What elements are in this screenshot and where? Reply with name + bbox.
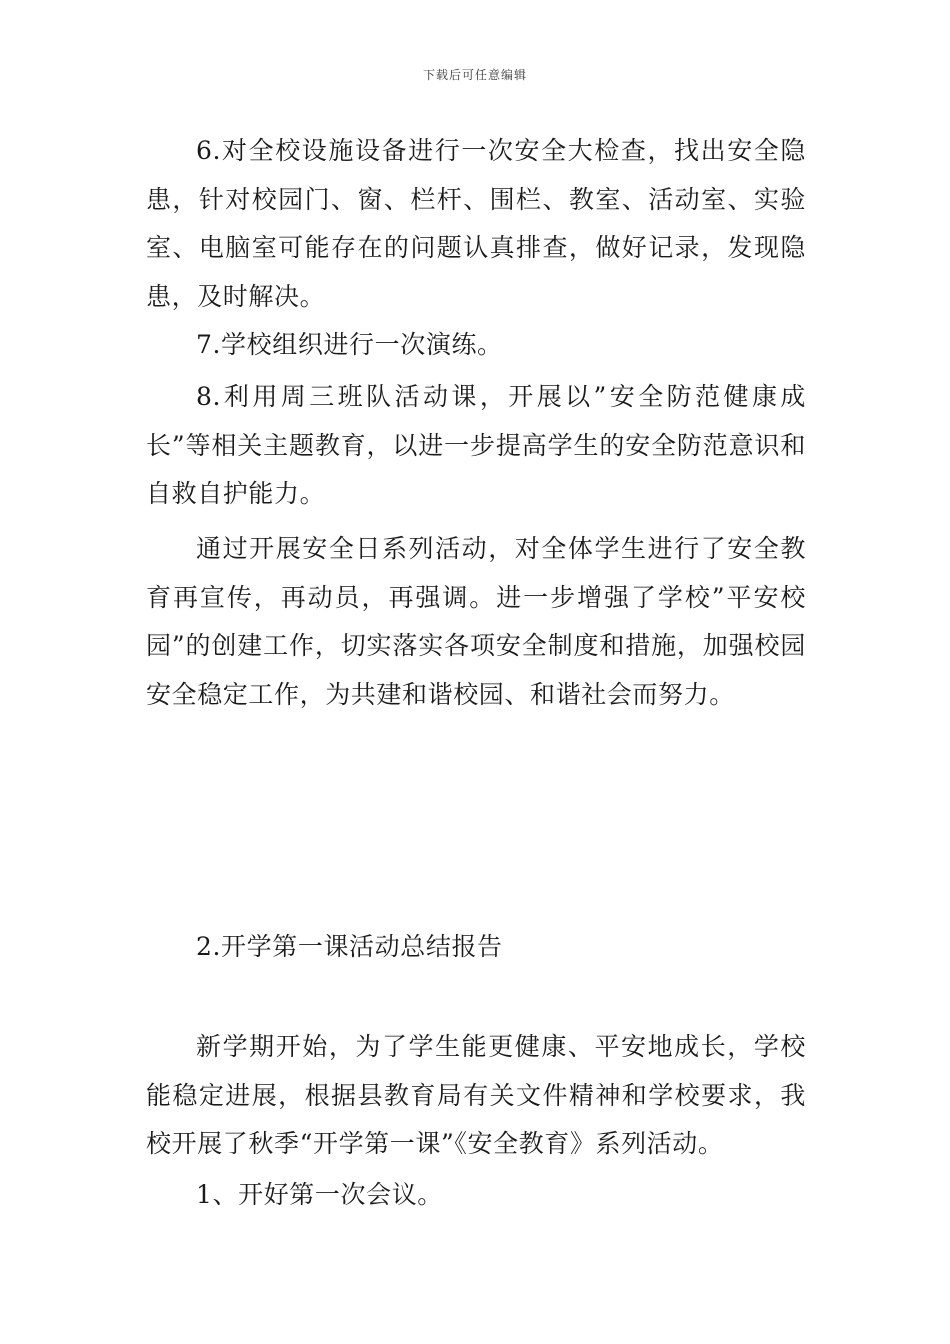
header-note: 下载后可任意编辑 bbox=[422, 68, 527, 82]
paragraph-item-6: 6.对全校设施设备进行一次安全大检查，找出安全隐患，针对校园门、窗、栏杆、围栏、教室、活动室、实验室、电脑室可能存在的问题认真排查，做好记录，发现隐患，及时解决。 bbox=[146, 136, 806, 311]
paragraph-item-8: 8.利用周三班队活动课，开展以”安全防范健康成长”等相关主题教育，以进一步提高学生的安全防范意识和自救自护能力。 bbox=[146, 382, 806, 508]
paragraph-first-meeting: 1、开好第一次会议。 bbox=[196, 1180, 443, 1209]
paragraph-item-7: 7.学校组织进行一次演练。 bbox=[196, 330, 503, 359]
paragraph-intro: 新学期开始，为了学生能更健康、平安地成长，学校能稳定进展，根据县教育局有关文件精神和学校要求，我校开展了秋季“开学第一课”《安全教育》系列活动。 bbox=[146, 1032, 806, 1158]
section-title: 2.开学第一课活动总结报告 bbox=[196, 932, 503, 961]
paragraph-summary: 通过开展安全日系列活动，对全体学生进行了安全教育再宣传，再动员，再强调。进一步增强了学校”平安校园”的创建工作，切实落实各项安全制度和措施，加强校园安全稳定工作，为共建和谐校园、和谐社会而努力。 bbox=[146, 534, 806, 709]
